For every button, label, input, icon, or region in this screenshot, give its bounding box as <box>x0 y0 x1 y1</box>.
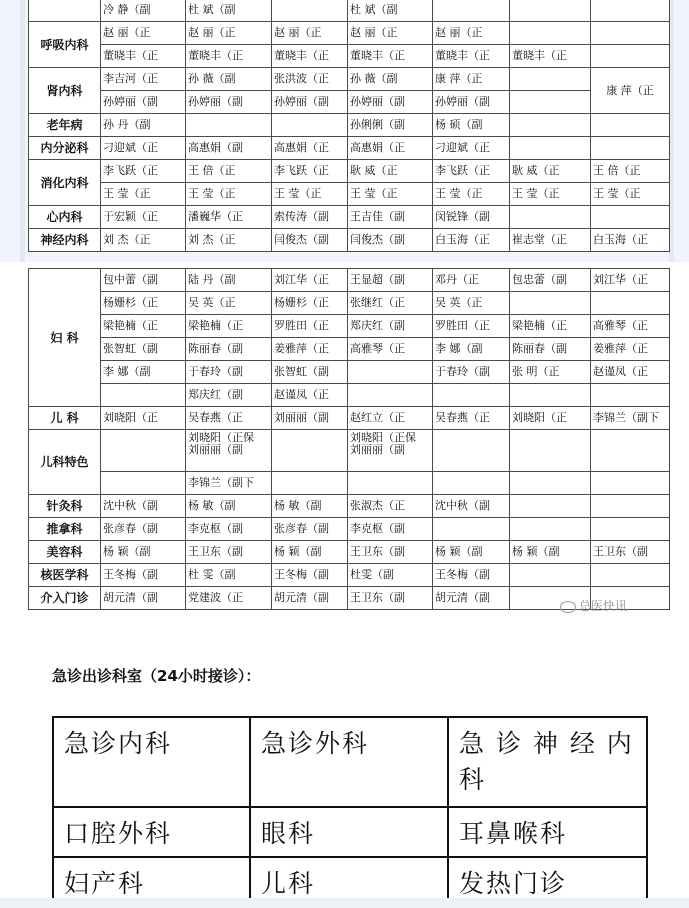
doctor-cell: 李克枢（副 <box>186 518 272 541</box>
doctor-cell <box>510 472 591 495</box>
doctor-cell <box>101 384 186 407</box>
doctor-cell: 高雅琴（正 <box>348 338 433 361</box>
schedule-table-part2 <box>28 268 670 610</box>
schedule-row <box>29 137 670 160</box>
doctor-cell: 包忠蕾（副 <box>510 269 591 292</box>
doctor-cell: 赵 丽（正 <box>433 22 510 45</box>
doctor-cell: 高惠娟（正 <box>348 137 433 160</box>
doctor-cell <box>510 91 591 114</box>
doctor-cell <box>591 45 670 68</box>
doctor-cell: 罗胜田（正 <box>272 315 348 338</box>
doctor-cell: 刘 杰（正 <box>186 229 272 252</box>
doctor-cell <box>510 518 591 541</box>
watermark-text: 总医快讯 <box>579 599 628 613</box>
doctor-cell: 耿 威（正 <box>348 160 433 183</box>
dept-name <box>29 0 101 22</box>
emergency-cell: 急诊外科 <box>250 717 448 807</box>
doctor-cell: 孙婷丽（副 <box>348 91 433 114</box>
doctor-cell: 王显超（副 <box>348 269 433 292</box>
doctor-cell: 孙婷丽（副 <box>272 91 348 114</box>
doctor-cell: 张继红（正 <box>348 292 433 315</box>
doctor-cell: 陆 丹（副 <box>186 269 272 292</box>
doctor-cell: 刘晓阳（正 <box>510 407 591 430</box>
doctor-cell: 沈中秋（副 <box>433 495 510 518</box>
doctor-cell: 姜雅萍（正 <box>591 338 670 361</box>
dept-name: 儿 科 <box>29 407 101 430</box>
doctor-cell: 赵谨凤（正 <box>591 361 670 384</box>
doctor-cell: 孙婷丽（副 <box>433 91 510 114</box>
emergency-cell: 耳鼻喉科 <box>448 807 647 857</box>
doctor-cell: 刁迎斌（正 <box>433 137 510 160</box>
doctor-cell: 赵 丽（正 <box>186 22 272 45</box>
schedule-row <box>29 183 670 206</box>
doctor-cell: 李飞跃（正 <box>433 160 510 183</box>
schedule-row <box>29 45 670 68</box>
dept-name: 推拿科 <box>29 518 101 541</box>
dept-name: 妇 科 <box>29 269 101 407</box>
doctor-cell: 王 倍（正 <box>591 160 670 183</box>
doctor-cell: 董晓丰（正 <box>433 45 510 68</box>
doctor-cell: 崔志堂（正 <box>510 229 591 252</box>
doctor-cell: 王 莹（正 <box>591 183 670 206</box>
doctor-cell: 白玉海（正 <box>433 229 510 252</box>
schedule-row <box>29 315 670 338</box>
doctor-cell: 王冬梅（副 <box>433 564 510 587</box>
schedule-row <box>29 564 670 587</box>
doctor-cell: 李 娜（副 <box>433 338 510 361</box>
doctor-cell: 张 明（正 <box>510 361 591 384</box>
doctor-cell: 刘晓阳（正保 刘丽丽（副 <box>348 430 433 472</box>
doctor-cell: 李锦兰（副下 <box>186 472 272 495</box>
doctor-cell <box>101 472 186 495</box>
emergency-row <box>53 807 647 857</box>
doctor-cell: 王冬梅（副 <box>272 564 348 587</box>
doctor-cell: 王卫东（副 <box>186 541 272 564</box>
doctor-cell: 董晓丰（正 <box>101 45 186 68</box>
doctor-cell <box>591 430 670 472</box>
doctor-cell <box>510 564 591 587</box>
doctor-cell: 沈中秋（副 <box>101 495 186 518</box>
schedule-row <box>29 407 670 430</box>
doctor-cell: 王卫东（副 <box>348 587 433 610</box>
doctor-cell: 陈丽春（副 <box>186 338 272 361</box>
doctor-cell: 张洪波（正 <box>272 68 348 91</box>
doctor-cell <box>591 0 670 22</box>
doctor-cell: 杜雯（副 <box>348 564 433 587</box>
doctor-cell <box>510 68 591 91</box>
bottom-background <box>0 898 689 908</box>
doctor-cell: 赵 丽（正 <box>101 22 186 45</box>
doctor-cell: 孙 薇（副 <box>348 68 433 91</box>
doctor-cell: 王冬梅（副 <box>101 564 186 587</box>
doctor-cell <box>510 114 591 137</box>
doctor-cell: 吴 英（正 <box>433 292 510 315</box>
doctor-cell: 李 娜（副 <box>101 361 186 384</box>
doctor-cell: 白玉海（正 <box>591 229 670 252</box>
doctor-cell: 孙婷丽（副 <box>101 91 186 114</box>
doctor-cell <box>433 0 510 22</box>
schedule-row <box>29 430 670 472</box>
doctor-cell: 杜 斌（副 <box>348 0 433 22</box>
doctor-cell: 刘晓阳（正 <box>101 407 186 430</box>
schedule-row <box>29 160 670 183</box>
doctor-cell: 高雅琴（正 <box>591 315 670 338</box>
doctor-cell: 李锦兰（副下 <box>591 407 670 430</box>
doctor-cell: 杨 敏（副 <box>272 495 348 518</box>
doctor-cell <box>591 22 670 45</box>
doctor-cell <box>591 564 670 587</box>
doctor-cell: 王 倍（正 <box>186 160 272 183</box>
doctor-cell: 张淑杰（正 <box>348 495 433 518</box>
schedule-row <box>29 269 670 292</box>
doctor-cell: 高惠娟（正 <box>272 137 348 160</box>
doctor-cell: 杨 颖（副 <box>433 541 510 564</box>
doctor-cell: 康 萍（正 <box>591 68 670 114</box>
doctor-cell: 王 莹（正 <box>433 183 510 206</box>
doctor-cell: 杨 硕（副 <box>433 114 510 137</box>
doctor-cell: 张彦春（副 <box>101 518 186 541</box>
doctor-cell: 闵锐锋（副 <box>433 206 510 229</box>
emergency-table <box>52 716 648 908</box>
doctor-cell: 董晓丰（正 <box>510 45 591 68</box>
doctor-cell <box>433 518 510 541</box>
doctor-cell: 于宏颖（正 <box>101 206 186 229</box>
doctor-cell: 高惠娟（副 <box>186 137 272 160</box>
doctor-cell: 赵 丽（正 <box>272 22 348 45</box>
doctor-cell: 刘江华（正 <box>272 269 348 292</box>
dept-name: 肾内科 <box>29 68 101 114</box>
doctor-cell: 李飞跃（正 <box>101 160 186 183</box>
doctor-cell <box>591 292 670 315</box>
emergency-cell: 眼科 <box>250 807 448 857</box>
doctor-cell: 李克枢（副 <box>348 518 433 541</box>
doctor-cell: 王 莹（正 <box>348 183 433 206</box>
dept-name: 内分泌科 <box>29 137 101 160</box>
emergency-cell: 儿科 <box>250 857 448 907</box>
doctor-cell: 冷 静（副 <box>101 0 186 22</box>
schedule-row <box>29 206 670 229</box>
doctor-cell: 吴春燕（正 <box>433 407 510 430</box>
emergency-cell: 急诊内科 <box>53 717 250 807</box>
doctor-cell <box>348 384 433 407</box>
doctor-cell <box>510 292 591 315</box>
doctor-cell: 李吉河（正 <box>101 68 186 91</box>
schedule-table-part1 <box>28 0 670 252</box>
dept-name: 儿科特色 <box>29 430 101 495</box>
doctor-cell: 姜雅萍（正 <box>272 338 348 361</box>
doctor-cell <box>186 114 272 137</box>
doctor-cell: 梁艳楠（正 <box>510 315 591 338</box>
doctor-cell: 耿 威（正 <box>510 160 591 183</box>
dept-name: 呼吸内科 <box>29 22 101 68</box>
emergency-cell: 发热门诊 <box>448 857 647 907</box>
schedule-row <box>29 518 670 541</box>
doctor-cell: 康 萍（正 <box>433 68 510 91</box>
doctor-cell: 潘巍华（正 <box>186 206 272 229</box>
doctor-cell: 杨 颖（副 <box>272 541 348 564</box>
doctor-cell: 吴 英（正 <box>186 292 272 315</box>
doctor-cell: 罗胜田（正 <box>433 315 510 338</box>
doctor-cell <box>591 472 670 495</box>
doctor-cell: 梁艳楠（正 <box>186 315 272 338</box>
emergency-cell: 口腔外科 <box>53 807 250 857</box>
doctor-cell <box>433 430 510 472</box>
schedule-row <box>29 495 670 518</box>
doctor-cell: 杨 颖（副 <box>510 541 591 564</box>
doctor-cell <box>272 472 348 495</box>
doctor-cell <box>591 518 670 541</box>
doctor-cell: 刘丽丽（副 <box>272 407 348 430</box>
emergency-row <box>53 717 647 807</box>
doctor-cell: 孙婷丽（副 <box>186 91 272 114</box>
doctor-cell: 杨 颖（副 <box>101 541 186 564</box>
doctor-cell: 杨姗杉（正 <box>101 292 186 315</box>
doctor-cell: 刘江华（正 <box>591 269 670 292</box>
doctor-cell: 张智虹（副 <box>101 338 186 361</box>
doctor-cell <box>510 384 591 407</box>
doctor-cell: 孙 丹（副 <box>101 114 186 137</box>
schedule-row <box>29 338 670 361</box>
doctor-cell <box>510 0 591 22</box>
wechat-icon <box>560 601 576 613</box>
emergency-cell: 急 诊 神 经 内 科 <box>448 717 647 807</box>
doctor-cell: 李飞跃（正 <box>272 160 348 183</box>
doctor-cell: 胡元清（副 <box>272 587 348 610</box>
dept-name: 心内科 <box>29 206 101 229</box>
schedule-row <box>29 361 670 384</box>
doctor-cell: 赵红立（正 <box>348 407 433 430</box>
doctor-cell <box>348 472 433 495</box>
doctor-cell: 孙俐俐（副 <box>348 114 433 137</box>
doctor-cell: 党建波（正 <box>186 587 272 610</box>
doctor-cell: 张智虹（副 <box>272 361 348 384</box>
doctor-cell <box>272 430 348 472</box>
doctor-cell: 刘晓阳（正保 刘丽丽（副 <box>186 430 272 472</box>
schedule-row <box>29 0 670 22</box>
schedule-row <box>29 292 670 315</box>
doctor-cell: 刁迎斌（正 <box>101 137 186 160</box>
doctor-cell: 刘 杰（正 <box>101 229 186 252</box>
schedule-row <box>29 384 670 407</box>
doctor-cell: 董晓丰（正 <box>348 45 433 68</box>
doctor-cell: 王卫东（副 <box>591 541 670 564</box>
dept-name: 美容科 <box>29 541 101 564</box>
doctor-cell <box>433 384 510 407</box>
doctor-cell: 梁艳楠（正 <box>101 315 186 338</box>
dept-name: 老年病 <box>29 114 101 137</box>
schedule-row <box>29 114 670 137</box>
doctor-cell: 于春玲（副 <box>186 361 272 384</box>
emergency-cell: 妇产科 <box>53 857 250 907</box>
doctor-cell: 赵 丽（正 <box>348 22 433 45</box>
doctor-cell <box>510 22 591 45</box>
doctor-cell <box>433 472 510 495</box>
doctor-cell <box>510 495 591 518</box>
doctor-cell: 胡元清（副 <box>433 587 510 610</box>
schedule-row <box>29 541 670 564</box>
doctor-cell: 孙 薇（副 <box>186 68 272 91</box>
emergency-heading: 急诊出诊科室（24小时接诊）： <box>52 667 261 685</box>
watermark <box>560 597 627 614</box>
dept-name: 核医学科 <box>29 564 101 587</box>
doctor-cell <box>510 206 591 229</box>
schedule-row <box>29 68 670 91</box>
dept-name: 消化内科 <box>29 160 101 206</box>
doctor-cell: 王吉佳（副 <box>348 206 433 229</box>
doctor-cell <box>101 430 186 472</box>
doctor-cell: 董晓丰（正 <box>272 45 348 68</box>
doctor-cell: 王 莹（正 <box>272 183 348 206</box>
doctor-cell: 王卫东（副 <box>348 541 433 564</box>
doctor-cell <box>591 137 670 160</box>
doctor-cell: 杨姗杉（正 <box>272 292 348 315</box>
doctor-cell: 杜 斌（副 <box>186 0 272 22</box>
doctor-cell: 闫俊杰（副 <box>272 229 348 252</box>
doctor-cell: 郑庆红（副 <box>348 315 433 338</box>
doctor-cell: 胡元清（副 <box>101 587 186 610</box>
doctor-cell <box>510 137 591 160</box>
dept-name: 针灸科 <box>29 495 101 518</box>
doctor-cell: 包中蕾（副 <box>101 269 186 292</box>
doctor-cell: 吴春燕（正 <box>186 407 272 430</box>
doctor-cell: 邓丹（正 <box>433 269 510 292</box>
doctor-cell: 赵谨凤（正 <box>272 384 348 407</box>
schedule-row <box>29 22 670 45</box>
doctor-cell <box>591 384 670 407</box>
schedule-row <box>29 472 670 495</box>
doctor-cell <box>272 114 348 137</box>
doctor-cell: 郑庆红（副 <box>186 384 272 407</box>
doctor-cell: 杜 雯（副 <box>186 564 272 587</box>
doctor-cell <box>510 430 591 472</box>
dept-name: 神经内科 <box>29 229 101 252</box>
dept-name: 介入门诊 <box>29 587 101 610</box>
doctor-cell: 王 莹（正 <box>510 183 591 206</box>
doctor-cell: 张彦春（副 <box>272 518 348 541</box>
doctor-cell: 王 莹（正 <box>101 183 186 206</box>
doctor-cell: 于春玲（副 <box>433 361 510 384</box>
doctor-cell <box>591 206 670 229</box>
doctor-cell: 闫俊杰（副 <box>348 229 433 252</box>
left-margin-strip <box>20 0 25 262</box>
doctor-cell <box>591 114 670 137</box>
schedule-row <box>29 91 670 114</box>
doctor-cell: 王 莹（正 <box>186 183 272 206</box>
doctor-cell: 陈丽春（副 <box>510 338 591 361</box>
schedule-row <box>29 229 670 252</box>
doctor-cell <box>348 361 433 384</box>
doctor-cell: 杨 敏（副 <box>186 495 272 518</box>
doctor-cell: 索传涛（副 <box>272 206 348 229</box>
doctor-cell: 董晓丰（正 <box>186 45 272 68</box>
doctor-cell <box>272 0 348 22</box>
doctor-cell <box>591 495 670 518</box>
